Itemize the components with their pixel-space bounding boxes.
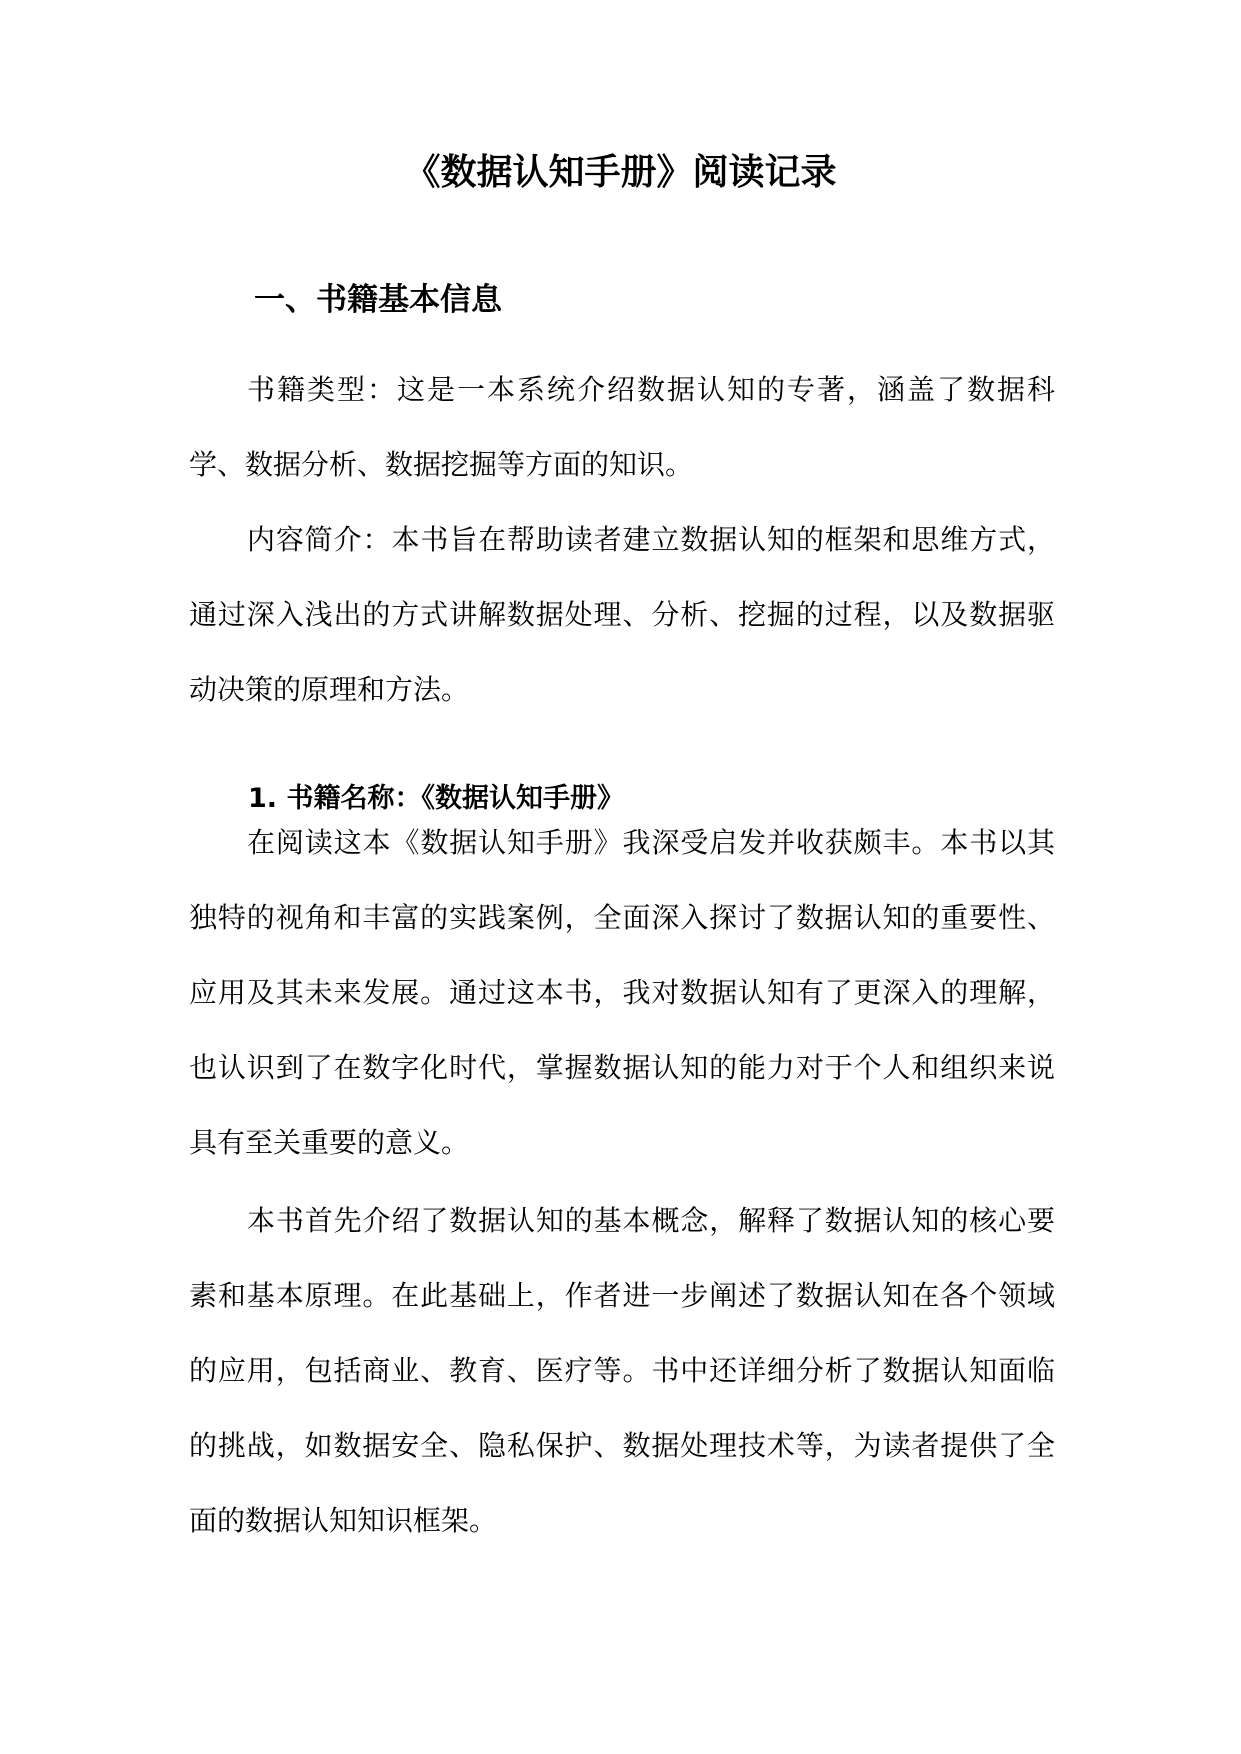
paragraph-book-type: 书籍类型：这是一本系统介绍数据认知的专著，涵盖了数据科学、数据分析、数据挖掘等方面的知识。: [189, 373, 1055, 481]
subsection-heading-book-name: 1. 书籍名称：《数据认知手册》: [248, 783, 624, 814]
document-title: 《数据认知手册》阅读记录: [404, 152, 837, 193]
paragraph-content-summary: 内容简介：本书旨在帮助读者建立数据认知的框架和思维方式，通过深入浅出的方式讲解数据处理、分析、挖掘的过程，以及数据驱动决策的原理和方法。: [189, 523, 1055, 706]
paragraph-book-overview: 本书首先介绍了数据认知的基本概念，解释了数据认知的核心要素和基本原理。在此基础上，作者进一步阐述了数据认知在各个领域的应用，包括商业、教育、医疗等。书中还详细分析了数据认知面临的挑战，如数据安全、隐私保护、数据处理技术等，为读者提供了全面的数据认知知识框架。: [189, 1204, 1055, 1537]
section-heading-basic-info: 一、书籍基本信息: [254, 282, 502, 318]
paragraph-reading-impression: 在阅读这本《数据认知手册》我深受启发并收获颇丰。本书以其独特的视角和丰富的实践案例，全面深入探讨了数据认知的重要性、应用及其未来发展。通过这本书，我对数据认知有了更深入的理解，也认识到了在数字化时代，掌握数据认知的能力对于个人和组织来说具有至关重要的意义。: [189, 826, 1055, 1159]
